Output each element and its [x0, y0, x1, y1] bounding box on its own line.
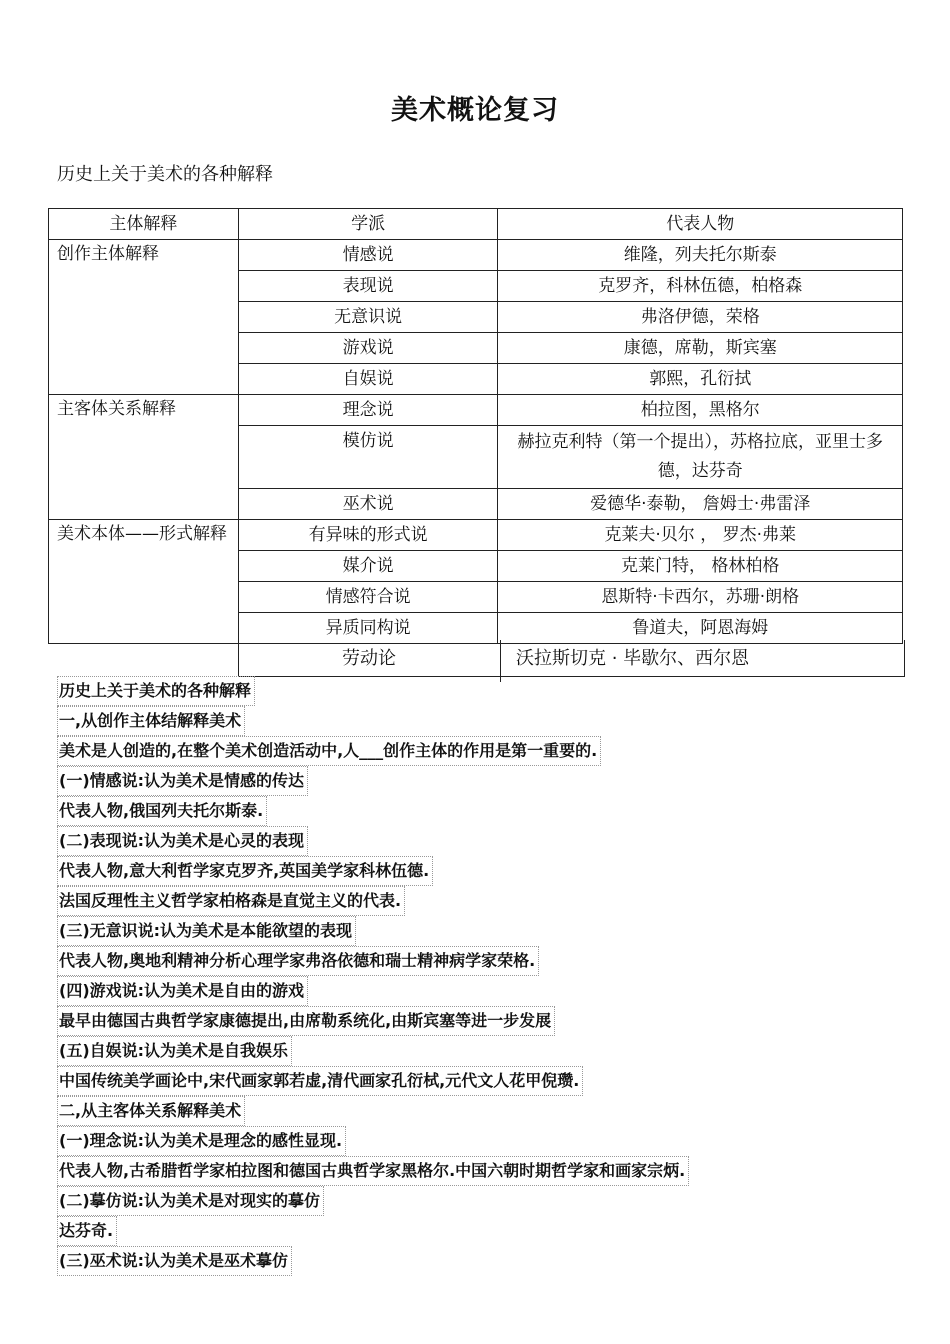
note-line — [57, 1156, 689, 1186]
note-line — [57, 706, 689, 736]
note-text: (一)情感说:认为美术是情感的传达 — [57, 766, 308, 796]
school-cell: 自娱说 — [238, 364, 498, 395]
section-subtitle: 历史上关于美术的各种解释 — [57, 164, 273, 185]
note-text: (三)无意识说:认为美术是本能欲望的表现 — [57, 916, 356, 946]
header-persons: 代表人物 — [498, 209, 903, 240]
school-cell: 有异味的形式说 — [238, 520, 498, 551]
note-text: (三)巫术说:认为美术是巫术摹仿 — [57, 1246, 292, 1276]
header-category: 主体解释 — [49, 209, 239, 240]
note-line — [57, 856, 689, 886]
persons-cell: 郭熙，孔衍拭 — [498, 364, 903, 395]
note-line — [57, 946, 689, 976]
school-cell: 表现说 — [238, 271, 498, 302]
table-row — [49, 520, 903, 551]
school-cell: 模仿说 — [238, 426, 498, 489]
note-text: (二)摹仿说:认为美术是对现实的摹仿 — [57, 1186, 324, 1216]
note-text: 美术是人创造的,在整个美术创造活动中,人___创作主体的作用是第一重要的. — [57, 736, 601, 766]
note-text: (四)游戏说:认为美术是自由的游戏 — [57, 976, 308, 1006]
persons-cell: 维隆，列夫托尔斯泰 — [498, 240, 903, 271]
school-cell: 情感说 — [238, 240, 498, 271]
note-text: 代表人物,奥地利精神分析心理学家弗洛依德和瑞士精神病学家荣格. — [57, 946, 539, 976]
school-cell: 理念说 — [238, 395, 498, 426]
note-text: 最早由德国古典哲学家康德提出,由席勒系统化,由斯宾塞等进一步发展 — [57, 1006, 555, 1036]
page-title: 美术概论复习 — [391, 95, 559, 126]
school-cell: 巫术说 — [238, 489, 498, 520]
note-text: 历史上关于美术的各种解释 — [57, 676, 255, 706]
school-cell: 异质同构说 — [238, 613, 498, 644]
note-line — [57, 676, 689, 706]
note-line — [57, 826, 689, 856]
note-line — [57, 886, 689, 916]
note-text: 中国传统美学画论中,宋代画家郭若虚,清代画家孔衍栻,元代文人花甲倪瓒. — [57, 1066, 583, 1096]
note-text: 二,从主客体关系解释美术 — [57, 1096, 245, 1126]
school-cell: 无意识说 — [238, 302, 498, 333]
note-text: 一,从创作主体结解释美术 — [57, 706, 245, 736]
note-line — [57, 1006, 689, 1036]
persons-cell: 克莱夫·贝尔 ， 罗杰·弗莱 — [498, 520, 903, 551]
note-line — [57, 766, 689, 796]
note-line — [57, 1246, 689, 1276]
note-line — [57, 796, 689, 826]
persons-cell: 康德，席勒，斯宾塞 — [498, 333, 903, 364]
note-text: 法国反理性主义哲学家柏格森是直觉主义的代表. — [57, 886, 405, 916]
note-text: (五)自娱说:认为美术是自我娱乐 — [57, 1036, 292, 1066]
note-text: (一)理念说:认为美术是理念的感性显现. — [57, 1126, 346, 1156]
note-text: 代表人物,俄国列夫托尔斯泰. — [57, 796, 267, 826]
note-text: 代表人物,古希腊哲学家柏拉图和德国古典哲学家黑格尔.中国六朝时期哲学家和画家宗炳. — [57, 1156, 689, 1186]
school-cell: 情感符合说 — [238, 582, 498, 613]
persons-cell: 爱德华·泰勒， 詹姆士·弗雷泽 — [498, 489, 903, 520]
table-row — [49, 240, 903, 271]
note-line — [57, 1186, 689, 1216]
persons-cell: 沃拉斯切克 · 毕歇尔、西尔恩 — [516, 648, 750, 669]
persons-cell: 鲁道夫，阿恩海姆 — [498, 613, 903, 644]
note-text: 达芬奇. — [57, 1216, 117, 1246]
school-cell: 劳动论 — [342, 648, 396, 669]
note-text: 代表人物,意大利哲学家克罗齐,英国美学家科林伍德. — [57, 856, 433, 886]
school-cell: 游戏说 — [238, 333, 498, 364]
notes-section — [57, 676, 689, 1276]
note-line — [57, 1216, 689, 1246]
interpretation-table — [48, 208, 903, 644]
category-cell: 创作主体解释 — [49, 240, 239, 395]
persons-cell: 恩斯特·卡西尔，苏珊·朗格 — [498, 582, 903, 613]
persons-cell: 弗洛伊德，荣格 — [498, 302, 903, 333]
note-line — [57, 736, 689, 766]
table-row — [49, 395, 903, 426]
school-cell: 媒介说 — [238, 551, 498, 582]
note-text: (二)表现说:认为美术是心灵的表现 — [57, 826, 308, 856]
persons-cell: 克罗齐，科林伍德，柏格森 — [498, 271, 903, 302]
note-line — [57, 1036, 689, 1066]
persons-cell: 柏拉图，黑格尔 — [498, 395, 903, 426]
category-cell: 美术本体——形式解释 — [49, 520, 239, 644]
persons-cell: 赫拉克利特（第一个提出），苏格拉底，亚里士多德，达芬奇 — [498, 426, 903, 489]
note-line — [57, 1096, 689, 1126]
table-extra-row — [238, 640, 905, 677]
persons-cell: 克莱门特， 格林柏格 — [498, 551, 903, 582]
note-line — [57, 1126, 689, 1156]
header-school: 学派 — [238, 209, 498, 240]
note-line — [57, 916, 689, 946]
note-line — [57, 976, 689, 1006]
category-cell: 主客体关系解释 — [49, 395, 239, 520]
note-line — [57, 1066, 689, 1096]
table-header-row — [49, 209, 903, 240]
